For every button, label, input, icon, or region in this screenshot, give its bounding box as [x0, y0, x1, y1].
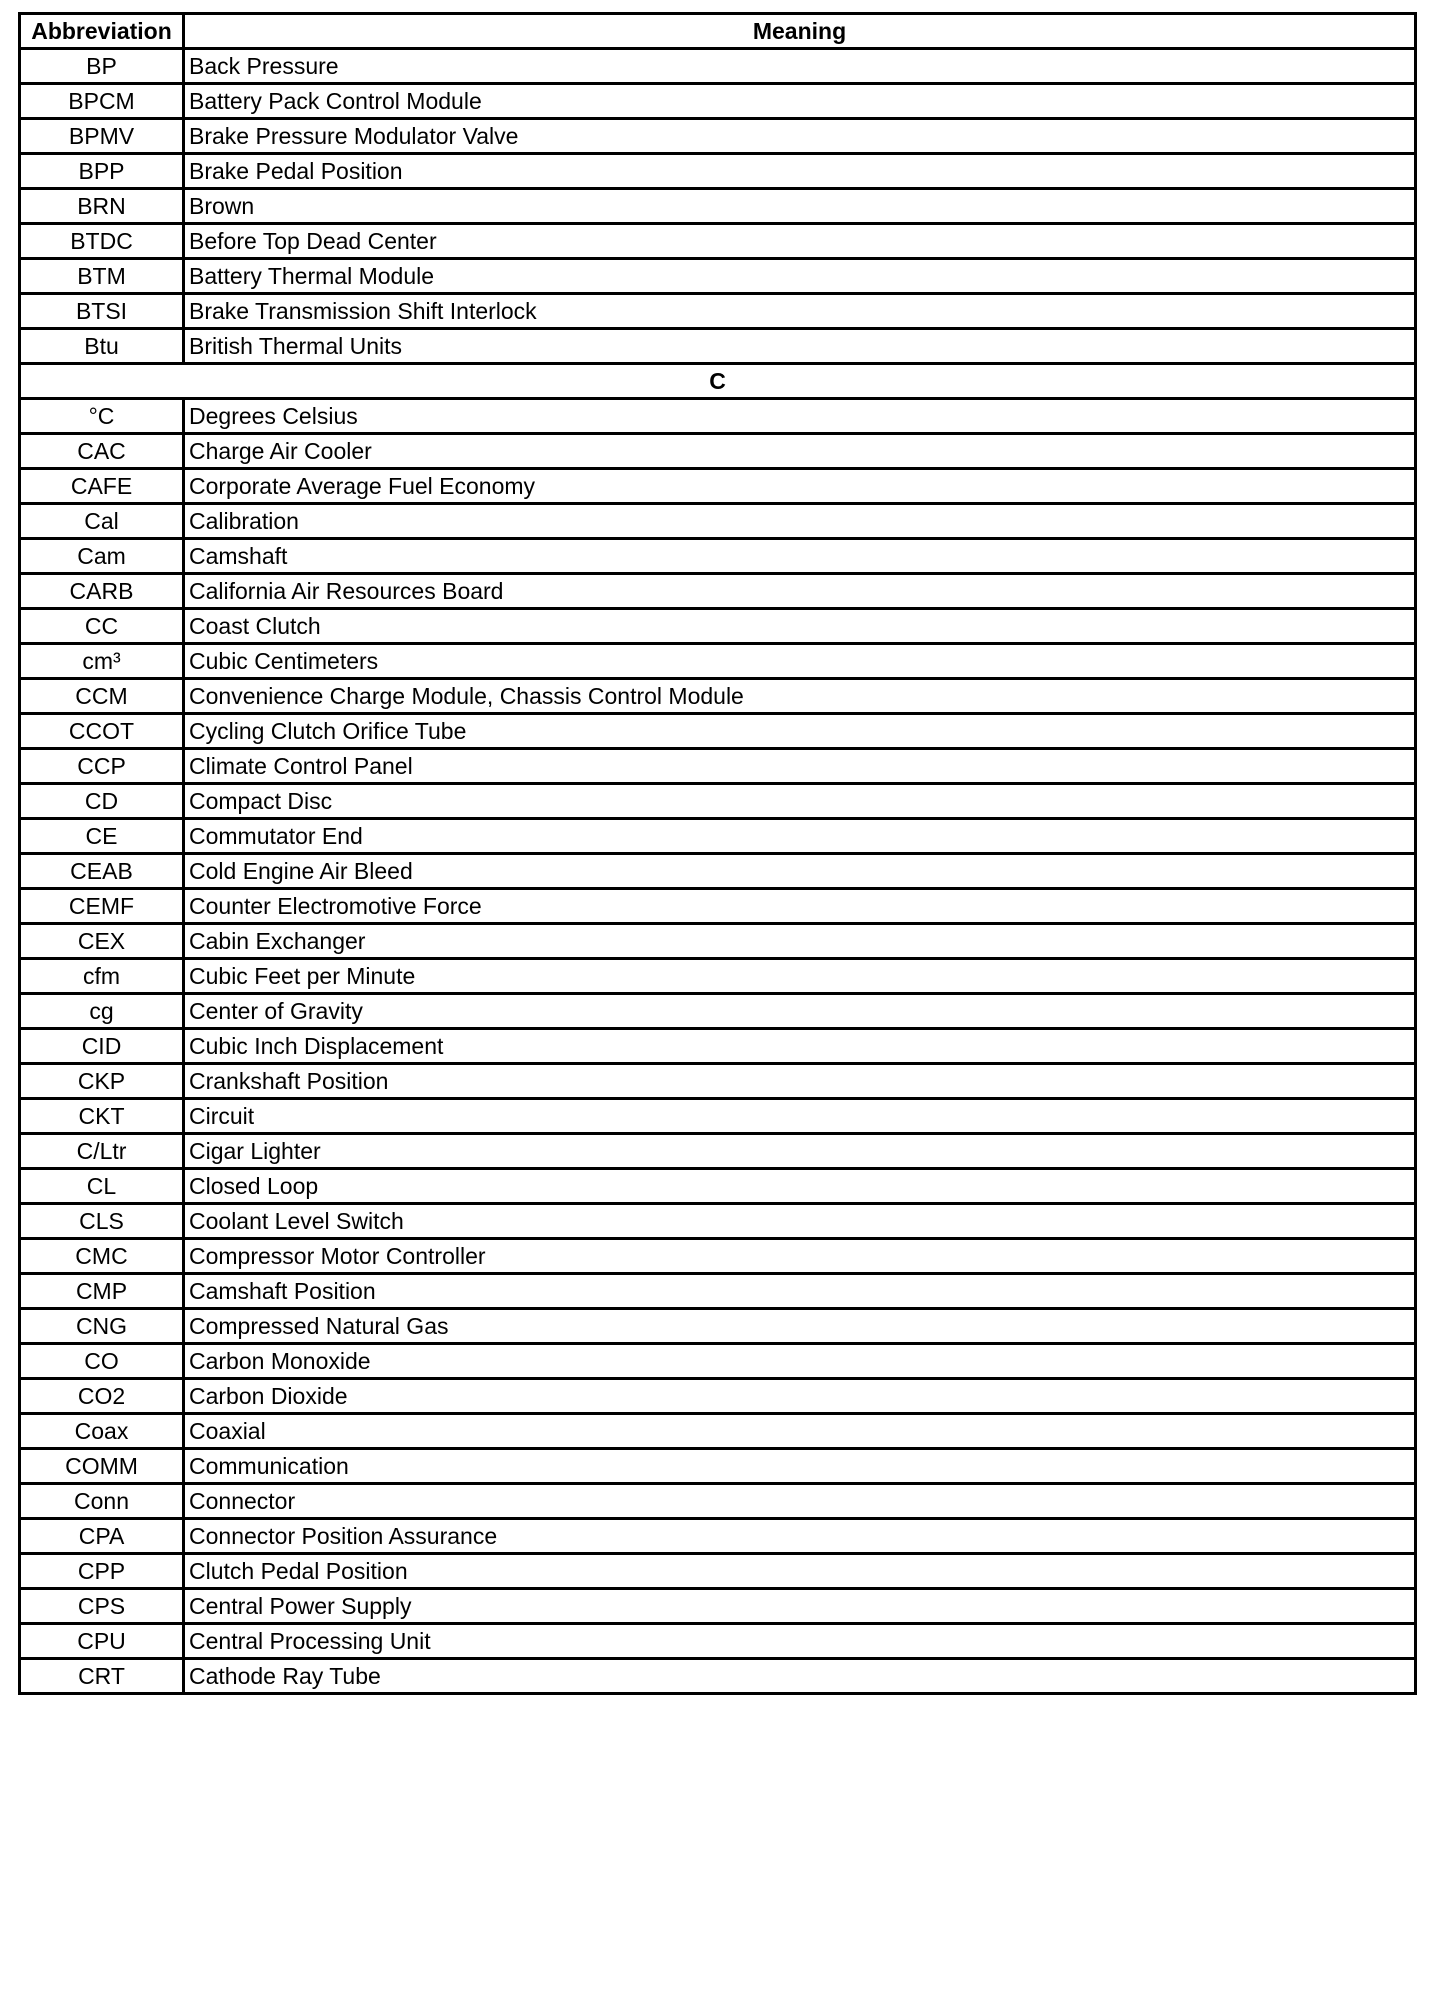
table-row — [20, 1379, 1416, 1414]
meaning-cell: Cabin Exchanger — [184, 924, 1416, 959]
table-row — [20, 49, 1416, 84]
table-row — [20, 399, 1416, 434]
table-row — [20, 854, 1416, 889]
table-row — [20, 819, 1416, 854]
meaning-cell: Cycling Clutch Orifice Tube — [184, 714, 1416, 749]
abbreviation-cell: CCOT — [20, 714, 184, 749]
meaning-cell: Charge Air Cooler — [184, 434, 1416, 469]
section-c — [20, 364, 1416, 399]
meaning-cell: Cathode Ray Tube — [184, 1659, 1416, 1694]
table-row — [20, 434, 1416, 469]
meaning-cell: Compressor Motor Controller — [184, 1239, 1416, 1274]
table-header-row — [20, 14, 1416, 49]
table-row — [20, 679, 1416, 714]
table-row — [20, 714, 1416, 749]
table-row — [20, 259, 1416, 294]
meaning-cell: Cubic Centimeters — [184, 644, 1416, 679]
abbreviation-cell: BPMV — [20, 119, 184, 154]
abbreviation-cell: Btu — [20, 329, 184, 364]
table-row — [20, 1169, 1416, 1204]
abbreviation-cell: Cal — [20, 504, 184, 539]
meaning-cell: Cold Engine Air Bleed — [184, 854, 1416, 889]
meaning-cell: Coast Clutch — [184, 609, 1416, 644]
abbreviation-cell: cfm — [20, 959, 184, 994]
meaning-column-header: Meaning — [184, 14, 1416, 49]
meaning-cell: Counter Electromotive Force — [184, 889, 1416, 924]
meaning-cell: Closed Loop — [184, 1169, 1416, 1204]
table-row — [20, 609, 1416, 644]
meaning-cell: Battery Pack Control Module — [184, 84, 1416, 119]
meaning-cell: Camshaft Position — [184, 1274, 1416, 1309]
meaning-cell: Coolant Level Switch — [184, 1204, 1416, 1239]
abbreviation-cell: CL — [20, 1169, 184, 1204]
abbreviation-cell: CNG — [20, 1309, 184, 1344]
table-row — [20, 1309, 1416, 1344]
abbreviation-cell: CC — [20, 609, 184, 644]
table-row — [20, 1554, 1416, 1589]
abbreviation-cell: CPU — [20, 1624, 184, 1659]
section-header-c: C — [20, 364, 1416, 399]
table-row — [20, 1134, 1416, 1169]
meaning-cell: Center of Gravity — [184, 994, 1416, 1029]
table-row — [20, 924, 1416, 959]
abbreviation-column-header: Abbreviation — [20, 14, 184, 49]
table-row — [20, 959, 1416, 994]
table-row — [20, 539, 1416, 574]
table-row — [20, 154, 1416, 189]
table-row — [20, 504, 1416, 539]
meaning-cell: Commutator End — [184, 819, 1416, 854]
meaning-cell: Convenience Charge Module, Chassis Control Module — [184, 679, 1416, 714]
abbreviation-cell: BP — [20, 49, 184, 84]
abbreviation-cell: CMP — [20, 1274, 184, 1309]
abbreviation-cell: CO — [20, 1344, 184, 1379]
table-row — [20, 119, 1416, 154]
abbreviation-cell: CID — [20, 1029, 184, 1064]
meaning-cell: Connector Position Assurance — [184, 1519, 1416, 1554]
abbreviation-cell: CAFE — [20, 469, 184, 504]
abbreviation-cell: CCM — [20, 679, 184, 714]
abbreviation-cell: Coax — [20, 1414, 184, 1449]
meaning-cell: British Thermal Units — [184, 329, 1416, 364]
meaning-cell: Cubic Inch Displacement — [184, 1029, 1416, 1064]
table-row — [20, 1064, 1416, 1099]
meaning-cell: Communication — [184, 1449, 1416, 1484]
abbreviation-cell: CCP — [20, 749, 184, 784]
meaning-cell: Crankshaft Position — [184, 1064, 1416, 1099]
meaning-cell: Circuit — [184, 1099, 1416, 1134]
table-row — [20, 1274, 1416, 1309]
abbreviation-cell: BPP — [20, 154, 184, 189]
meaning-cell: Brake Pressure Modulator Valve — [184, 119, 1416, 154]
meaning-cell: Cubic Feet per Minute — [184, 959, 1416, 994]
meaning-cell: California Air Resources Board — [184, 574, 1416, 609]
abbreviation-cell: BTDC — [20, 224, 184, 259]
meaning-cell: Camshaft — [184, 539, 1416, 574]
table-row — [20, 1659, 1416, 1694]
meaning-cell: Central Processing Unit — [184, 1624, 1416, 1659]
abbreviation-table — [18, 12, 1417, 1695]
table-row — [20, 574, 1416, 609]
abbreviation-cell: BTM — [20, 259, 184, 294]
table-row — [20, 329, 1416, 364]
table-row — [20, 1239, 1416, 1274]
abbreviation-cell: CPA — [20, 1519, 184, 1554]
table-row — [20, 1029, 1416, 1064]
abbreviation-cell: cg — [20, 994, 184, 1029]
table-row — [20, 749, 1416, 784]
abbreviation-cell: CD — [20, 784, 184, 819]
table-row — [20, 1099, 1416, 1134]
abbreviation-cell: CRT — [20, 1659, 184, 1694]
meaning-cell: Climate Control Panel — [184, 749, 1416, 784]
abbreviation-cell: cm³ — [20, 644, 184, 679]
abbreviation-table-container — [18, 12, 1414, 1695]
table-row — [20, 994, 1416, 1029]
meaning-cell: Cigar Lighter — [184, 1134, 1416, 1169]
meaning-cell: Carbon Dioxide — [184, 1379, 1416, 1414]
section-header-row — [20, 364, 1416, 399]
abbreviation-cell: BRN — [20, 189, 184, 224]
meaning-cell: Coaxial — [184, 1414, 1416, 1449]
abbreviation-cell: Cam — [20, 539, 184, 574]
table-row — [20, 224, 1416, 259]
abbreviation-cell: CARB — [20, 574, 184, 609]
abbreviation-cell: C/Ltr — [20, 1134, 184, 1169]
meaning-cell: Before Top Dead Center — [184, 224, 1416, 259]
meaning-cell: Central Power Supply — [184, 1589, 1416, 1624]
abbreviation-cell: CE — [20, 819, 184, 854]
abbreviation-cell: CEX — [20, 924, 184, 959]
meaning-cell: Brake Pedal Position — [184, 154, 1416, 189]
meaning-cell: Calibration — [184, 504, 1416, 539]
table-row — [20, 889, 1416, 924]
table-row — [20, 294, 1416, 329]
table-row — [20, 469, 1416, 504]
abbreviation-cell: CKT — [20, 1099, 184, 1134]
abbreviation-cell: °C — [20, 399, 184, 434]
abbreviation-cell: CEMF — [20, 889, 184, 924]
meaning-cell: Brake Transmission Shift Interlock — [184, 294, 1416, 329]
abbreviation-cell: CO2 — [20, 1379, 184, 1414]
abbreviation-cell: CEAB — [20, 854, 184, 889]
abbreviation-cell: CMC — [20, 1239, 184, 1274]
table-row — [20, 1344, 1416, 1379]
meaning-cell: Battery Thermal Module — [184, 259, 1416, 294]
abbreviation-cell: COMM — [20, 1449, 184, 1484]
table-row — [20, 1624, 1416, 1659]
abbreviation-cell: BTSI — [20, 294, 184, 329]
table-row — [20, 644, 1416, 679]
meaning-cell: Corporate Average Fuel Economy — [184, 469, 1416, 504]
meaning-cell: Compressed Natural Gas — [184, 1309, 1416, 1344]
meaning-cell: Back Pressure — [184, 49, 1416, 84]
table-row — [20, 1519, 1416, 1554]
table-row — [20, 1414, 1416, 1449]
meaning-cell: Carbon Monoxide — [184, 1344, 1416, 1379]
table-row — [20, 1449, 1416, 1484]
meaning-cell: Compact Disc — [184, 784, 1416, 819]
table-body-c — [20, 399, 1416, 1694]
table-row — [20, 1589, 1416, 1624]
table-row — [20, 1204, 1416, 1239]
meaning-cell: Degrees Celsius — [184, 399, 1416, 434]
abbreviation-cell: CKP — [20, 1064, 184, 1099]
abbreviation-cell: CAC — [20, 434, 184, 469]
table-row — [20, 84, 1416, 119]
abbreviation-cell: CPP — [20, 1554, 184, 1589]
abbreviation-cell: Conn — [20, 1484, 184, 1519]
table-row — [20, 1484, 1416, 1519]
meaning-cell: Clutch Pedal Position — [184, 1554, 1416, 1589]
table-row — [20, 784, 1416, 819]
table-row — [20, 189, 1416, 224]
abbreviation-cell: CLS — [20, 1204, 184, 1239]
abbreviation-cell: BPCM — [20, 84, 184, 119]
meaning-cell: Connector — [184, 1484, 1416, 1519]
meaning-cell: Brown — [184, 189, 1416, 224]
table-body-b — [20, 49, 1416, 364]
abbreviation-cell: CPS — [20, 1589, 184, 1624]
